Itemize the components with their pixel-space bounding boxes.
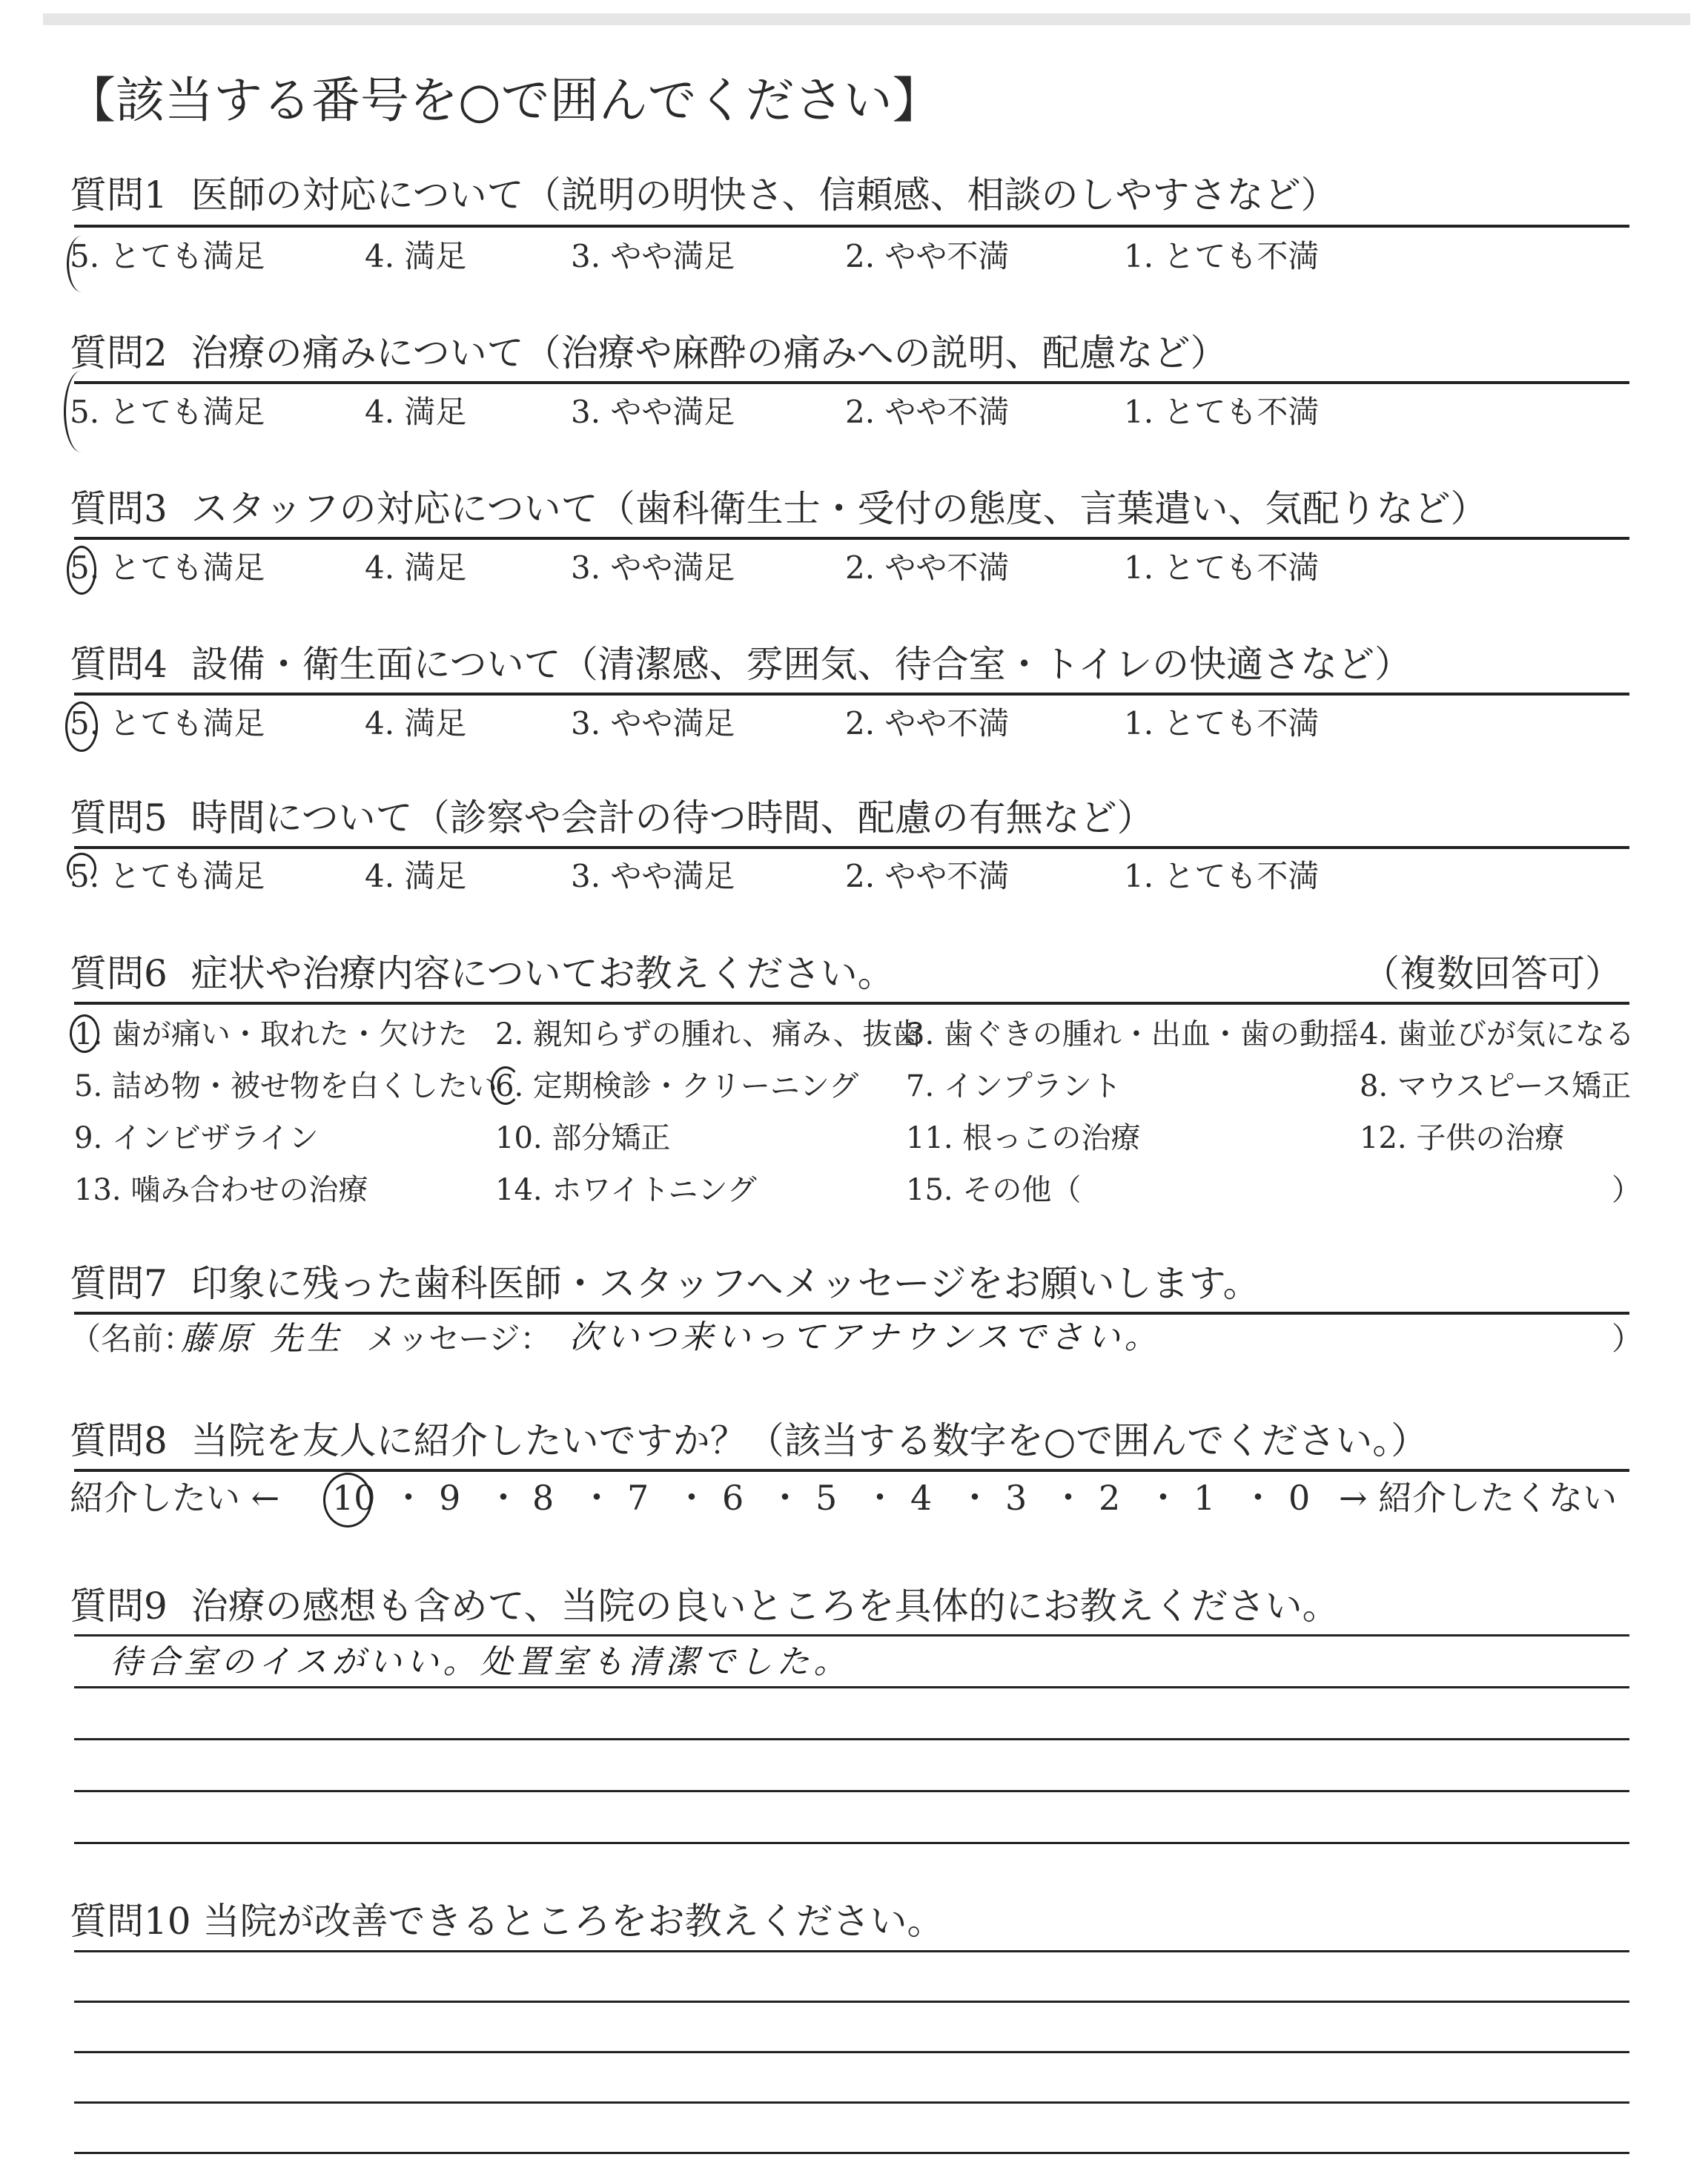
q8-right-label: → 紹介したくない xyxy=(1339,1478,1618,1518)
q5-option-3[interactable]: 3. やや満足 xyxy=(571,858,735,894)
q8-score-4[interactable]: 4 xyxy=(910,1478,933,1518)
question-2-title xyxy=(70,330,1228,376)
q1-option-2[interactable]: 2. やや不満 xyxy=(845,238,1010,274)
q3-option-1[interactable]: 1. とても不満 xyxy=(1124,549,1320,586)
question-6-rule xyxy=(74,1002,1629,1005)
q8-sep: ・ xyxy=(580,1478,614,1518)
question-7-title xyxy=(70,1261,1260,1307)
q9-answer-line xyxy=(74,1686,1629,1688)
q4-option-1[interactable]: 1. とても不満 xyxy=(1124,705,1320,742)
question-4-text: 設備・衛生面について（清潔感、雰囲気、待合室・トイレの快適さなど） xyxy=(191,643,1412,686)
q2-option-3[interactable]: 3. やや満足 xyxy=(571,394,735,430)
question-5-text: 時間について（診察や会計の待つ時間、配慮の有無など） xyxy=(191,796,1154,839)
question-8-label: 質問8 xyxy=(70,1419,168,1462)
q9-answer-line xyxy=(74,1634,1629,1636)
question-3-title xyxy=(70,486,1488,532)
q8-left-label: 紹介したい ← xyxy=(70,1478,280,1518)
q5-option-2[interactable]: 2. やや不満 xyxy=(845,858,1010,894)
question-10-text: 当院が改善できるところをお教えください。 xyxy=(202,1900,944,1943)
q9-answer-line xyxy=(74,1790,1629,1792)
q8-sep: ・ xyxy=(863,1478,897,1518)
question-1-label: 質問1 xyxy=(70,174,168,217)
question-5-rule xyxy=(74,846,1629,849)
question-9-title xyxy=(70,1583,1340,1629)
q8-sep: ・ xyxy=(391,1478,426,1518)
q7-message-prefix: メッセージ： xyxy=(366,1321,552,1357)
q5-option-5[interactable]: 5. とても満足 xyxy=(70,858,265,894)
q6-item-14[interactable]: 14. ホワイトニング xyxy=(495,1173,757,1207)
q8-sep: ・ xyxy=(1146,1478,1180,1518)
q2-option-2[interactable]: 2. やや不満 xyxy=(845,394,1010,430)
question-2-label: 質問2 xyxy=(70,331,168,374)
q4-option-2[interactable]: 2. やや不満 xyxy=(845,705,1010,742)
q6-item-12[interactable]: 12. 子供の治療 xyxy=(1360,1121,1565,1155)
q6-item-15[interactable]: 15. その他（ xyxy=(906,1173,1082,1207)
q2-option-1[interactable]: 1. とても不満 xyxy=(1124,394,1320,430)
q8-score-10[interactable]: 10 xyxy=(332,1478,376,1518)
q10-answer-line xyxy=(74,2152,1629,2154)
q6-selected-circle-6 xyxy=(491,1066,520,1105)
q8-score-9[interactable]: 9 xyxy=(439,1478,461,1518)
q6-item-15-close: ） xyxy=(1612,1173,1641,1207)
q6-selected-circle-1 xyxy=(70,1014,99,1053)
question-8-title xyxy=(70,1418,1428,1464)
q8-selected-circle xyxy=(323,1473,372,1527)
question-7-text: 印象に残った歯科医師・スタッフへメッセージをお願いします。 xyxy=(191,1262,1260,1305)
question-9-text: 治療の感想も含めて、当院の良いところを具体的にお教えください。 xyxy=(191,1585,1340,1628)
q10-answer-line xyxy=(74,2101,1629,2104)
question-4-rule xyxy=(74,693,1629,696)
q9-answer-line xyxy=(74,1842,1629,1844)
q5-selected-circle xyxy=(67,853,96,884)
q7-close: ） xyxy=(1612,1321,1644,1357)
q1-option-4[interactable]: 4. 満足 xyxy=(365,238,467,274)
question-6-note: （複数回答可） xyxy=(1363,952,1622,995)
q3-option-3[interactable]: 3. やや満足 xyxy=(571,549,735,586)
q1-selected-circle xyxy=(67,236,97,292)
q8-score-3[interactable]: 3 xyxy=(1005,1478,1027,1518)
q6-item-10[interactable]: 10. 部分矯正 xyxy=(495,1121,671,1155)
q1-option-5[interactable]: 5. とても満足 xyxy=(70,238,265,274)
q6-item-1[interactable]: 1. 歯が痛い・取れた・欠けた xyxy=(74,1017,468,1051)
q3-selected-circle xyxy=(67,546,96,595)
question-8-rule xyxy=(74,1469,1629,1472)
q8-score-1[interactable]: 1 xyxy=(1194,1478,1216,1518)
question-3-rule xyxy=(74,537,1629,540)
question-10-title xyxy=(70,1898,944,1944)
question-6-text: 症状や治療内容についてお教えください。 xyxy=(191,952,895,995)
q6-item-13[interactable]: 13. 噛み合わせの治療 xyxy=(74,1173,368,1207)
q8-score-0[interactable]: 0 xyxy=(1288,1478,1311,1518)
q8-score-8[interactable]: 8 xyxy=(532,1478,555,1518)
question-7-label: 質問7 xyxy=(70,1262,168,1305)
q4-selected-circle xyxy=(65,701,98,752)
question-6-title xyxy=(70,951,895,997)
question-9-label: 質問9 xyxy=(70,1585,168,1628)
q6-item-4[interactable]: 4. 歯並びが気になる xyxy=(1360,1017,1635,1051)
question-6-label: 質問6 xyxy=(70,952,168,995)
q3-option-5[interactable]: 5. とても満足 xyxy=(70,549,265,586)
q9-answer-text[interactable]: 待合室のイスがいい。处置室も清潔でした。 xyxy=(110,1643,851,1681)
q2-option-4[interactable]: 4. 満足 xyxy=(365,394,467,430)
q7-message-value[interactable]: 次いつ来いってアナウンスでさい。 xyxy=(569,1318,1162,1356)
q4-option-5[interactable]: 5. とても満足 xyxy=(70,705,265,742)
q5-option-1[interactable]: 1. とても不満 xyxy=(1124,858,1320,894)
question-1-title xyxy=(70,172,1338,218)
q4-option-4[interactable]: 4. 満足 xyxy=(365,705,467,742)
q6-item-2[interactable]: 2. 親知らずの腫れ、痛み、抜歯 xyxy=(495,1017,922,1051)
q6-item-9[interactable]: 9. インビザライン xyxy=(74,1121,319,1155)
question-3-label: 質問3 xyxy=(70,487,168,530)
question-1-text: 医師の対応について（説明の明快さ、信頼感、相談のしやすさなど） xyxy=(191,174,1338,217)
q10-answer-line xyxy=(74,1950,1629,1952)
form-title: 【該当する番号を○で囲んでください】 xyxy=(67,72,941,129)
q1-option-3[interactable]: 3. やや満足 xyxy=(571,238,735,274)
q6-item-11[interactable]: 11. 根っこの治療 xyxy=(906,1121,1141,1155)
q9-answer-line xyxy=(74,1738,1629,1740)
q6-item-5[interactable]: 5. 詰め物・被せ物を白くしたい xyxy=(74,1069,497,1103)
q6-item-7[interactable]: 7. インプラント xyxy=(906,1069,1122,1103)
question-4-label: 質問4 xyxy=(70,643,168,686)
question-3-text: スタッフの対応について（歯科衛生士・受付の態度、言葉遣い、気配りなど） xyxy=(191,487,1488,530)
q3-option-4[interactable]: 4. 満足 xyxy=(365,549,467,586)
q8-sep: ・ xyxy=(958,1478,992,1518)
question-10-label: 質問10 xyxy=(70,1900,191,1943)
question-2-text: 治療の痛みについて（治療や麻酔の痛みへの説明、配慮など） xyxy=(191,331,1228,374)
q6-item-3[interactable]: 3. 歯ぐきの腫れ・出血・歯の動揺 xyxy=(906,1017,1359,1051)
q8-score-2[interactable]: 2 xyxy=(1099,1478,1121,1518)
question-5-title xyxy=(70,795,1154,841)
q4-option-3[interactable]: 3. やや満足 xyxy=(571,705,735,742)
q5-option-4[interactable]: 4. 満足 xyxy=(365,858,467,894)
q6-item-8[interactable]: 8. マウスピース矯正 xyxy=(1360,1069,1632,1103)
q8-sep: ・ xyxy=(675,1478,709,1518)
question-5-label: 質問5 xyxy=(70,796,168,839)
scan-edge xyxy=(43,13,1690,25)
q7-name-value[interactable]: 藤原 先生 xyxy=(181,1320,344,1358)
question-8-text: 当院を友人に紹介したいですか？（該当する数字を○で囲んでください。） xyxy=(191,1419,1429,1462)
question-4-title xyxy=(70,641,1411,687)
q8-sep: ・ xyxy=(1241,1478,1275,1518)
q8-sep: ・ xyxy=(1051,1478,1085,1518)
q2-option-5[interactable]: 5. とても満足 xyxy=(70,394,265,430)
q6-item-6[interactable]: 6. 定期検診・クリーニング xyxy=(495,1069,859,1103)
q8-sep: ・ xyxy=(486,1478,520,1518)
question-7-rule xyxy=(74,1312,1629,1315)
q8-score-6[interactable]: 6 xyxy=(722,1478,744,1518)
q3-option-2[interactable]: 2. やや不満 xyxy=(845,549,1010,586)
q10-answer-line xyxy=(74,2001,1629,2003)
question-2-rule xyxy=(74,381,1629,384)
q8-score-7[interactable]: 7 xyxy=(627,1478,649,1518)
q7-name-prefix: （名前： xyxy=(70,1321,195,1357)
q8-sep: ・ xyxy=(768,1478,802,1518)
q10-answer-line xyxy=(74,2051,1629,2053)
q8-score-5[interactable]: 5 xyxy=(815,1478,838,1518)
q2-selected-circle xyxy=(64,371,99,452)
q1-option-1[interactable]: 1. とても不満 xyxy=(1124,238,1320,274)
question-1-rule xyxy=(74,225,1629,228)
